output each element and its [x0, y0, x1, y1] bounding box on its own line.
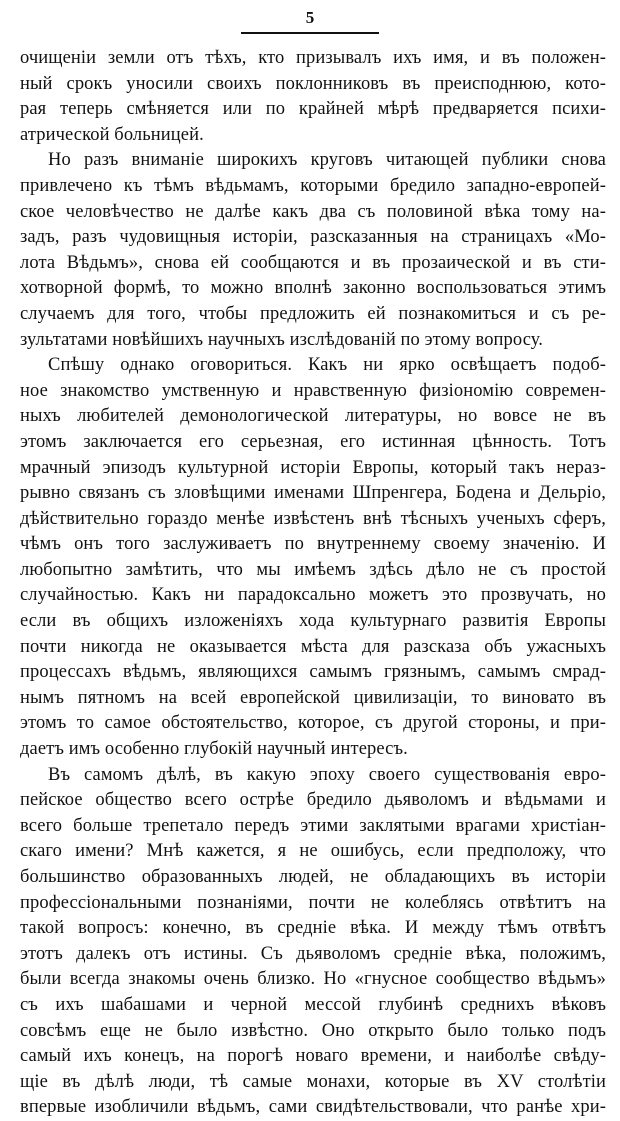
- text-line: чѣмъ онъ того заслуживаетъ по внутреннему своему значенію. И: [20, 534, 606, 555]
- text-line: Но разъ вниманіе широкихъ круговъ читающей публики снова: [48, 150, 606, 171]
- text-line: ныхъ любителей демонологической литературы, но вовсе не въ: [20, 406, 606, 427]
- text-line: процессахъ вѣдьмъ, являющихся самымъ грязнымъ, самымъ смрад-: [20, 662, 606, 683]
- text-line: ный срокъ уносили своихъ поклонниковъ въ преисподнюю, кото-: [20, 73, 606, 94]
- text-line: почти никогда не оказывается мѣста для разсказа объ ужасныхъ: [20, 636, 606, 657]
- text-line: если въ общихъ изложеніяхъ хода культурнаго развитія Европы: [20, 611, 606, 632]
- text-line: случайностью. Какъ ни парадоксально можетъ это прозвучать, но: [20, 585, 606, 606]
- text-line: были всегда знакомы очень близко. Но «гнусное сообщество вѣдьмъ»: [20, 969, 606, 990]
- text-line: самый ихъ конецъ, на порогѣ новаго времени, и наиболѣе свѣду-: [20, 1046, 606, 1067]
- text-line: любопытно замѣтить, что мы имѣемъ здѣсь дѣло не съ простой: [20, 559, 606, 580]
- text-line: ское человѣчество не далѣе какъ два съ половиной вѣка тому на-: [20, 201, 606, 222]
- page-number: 5: [241, 8, 379, 34]
- text-line: щіе въ дѣлѣ люди, тѣ самые монахи, которые въ XV столѣтіи: [20, 1071, 606, 1092]
- text-line: съ ихъ шабашами и черной мессой глубинѣ среднихъ вѣковъ: [20, 994, 606, 1015]
- text-line: зультатами новѣйшихъ научныхъ изслѣдованій по этому вопросу.: [20, 329, 543, 350]
- text-line: мрачный эпизодъ культурной исторіи Европы, который такъ нераз-: [20, 457, 606, 478]
- text-line: этомъ заключается его серьезная, его истинная цѣнность. Тотъ: [20, 431, 606, 452]
- text-line: рывно связанъ съ зловѣщими именами Шпренгера, Бодена и Дельріо,: [20, 483, 606, 504]
- text-line: этомъ то самое обстоятельство, которое, съ другой стороны, и при-: [20, 713, 606, 734]
- text-line: Въ самомъ дѣлѣ, въ какую эпоху своего существованія евро-: [48, 764, 606, 785]
- text-line: даетъ имъ особенно глубокій научный интересъ.: [20, 739, 408, 760]
- text-line: лота Вѣдьмъ», снова ей сообщаются и въ прозаической и въ сти-: [20, 252, 606, 273]
- text-line: очищеніи земли отъ тѣхъ, кто призывалъ ихъ имя, и въ положен-: [20, 48, 606, 68]
- text-line: профессіональными познаніями, почти не колеблясь отвѣтитъ на: [20, 892, 606, 913]
- text-line: такой вопросъ: конечно, въ средніе вѣка. И между тѣмъ отвѣтъ: [20, 918, 606, 939]
- text-line: скаго имени? Мнѣ кажется, я не ошибусь, если предположу, что: [20, 841, 606, 862]
- text-line: большинство образованныхъ людей, не обладающихъ въ исторіи: [20, 867, 606, 887]
- text-line: всего больше трепетало передъ этими заклятыми врагами христіан-: [20, 815, 606, 836]
- text-line: ное знакомство умственную и нравственную физіономію современ-: [20, 380, 606, 401]
- text-line: рая теперь смѣняется или по крайней мѣрѣ предваряется психи-: [20, 99, 606, 120]
- text-line: случаемъ для того, чтобы предложить ей познакомиться и съ ре-: [20, 303, 606, 324]
- text-line: совсѣмъ еще не было извѣстно. Оно открыто было только подъ: [20, 1020, 606, 1041]
- text-line: Спѣшу однако оговориться. Какъ ни ярко освѣщаетъ подоб-: [48, 355, 606, 376]
- text-line: атрической больницей.: [20, 124, 204, 145]
- text-line: хотворной формѣ, то можно вполнѣ законно воспользоваться этимъ: [20, 278, 606, 299]
- page-header: [0, 8, 620, 34]
- text-line: задъ, разъ чудовищныя исторіи, разсказанныя на страницахъ «Мо-: [20, 227, 606, 248]
- text-line: этотъ далекъ отъ истины. Съ дьяволомъ средніе вѣка, положимъ,: [20, 943, 606, 964]
- text-line: нымъ пятномъ на всей европейской цивилизаціи, то виновато въ: [20, 687, 606, 708]
- body-text: [20, 46, 606, 1121]
- text-line: пейское общество всего острѣе бредило дьяволомъ и вѣдьмами и: [20, 790, 606, 811]
- text-line: впервые изобличили вѣдьмъ, сами свидѣтельствовали, что ранѣе хри-: [20, 1097, 606, 1118]
- text-line: дѣйствительно гораздо менѣе извѣстенъ внѣ тѣсныхъ ученыхъ сферъ,: [20, 508, 606, 529]
- text-line: привлечено къ тѣмъ вѣдьмамъ, которыми бредило западно-европей-: [20, 175, 606, 196]
